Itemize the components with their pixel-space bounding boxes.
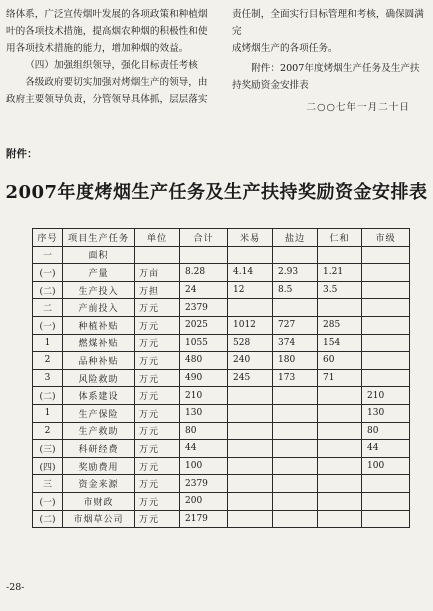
table-cell: 60 [318, 352, 362, 370]
table-cell [362, 369, 410, 387]
table-cell: 万元 [135, 457, 180, 475]
table-row [33, 316, 410, 334]
table-cell [228, 422, 273, 440]
body-line: 用各项技术措施的能力，增加种烟的效益。 [6, 43, 189, 54]
header-cell: 市级 [362, 229, 410, 247]
table-cell: 2379 [180, 475, 228, 493]
table-cell: 资金来源 [63, 475, 135, 493]
table-cell [273, 387, 318, 405]
table-cell: 4.14 [228, 264, 273, 282]
table-cell [273, 404, 318, 422]
table-cell: 2 [33, 422, 63, 440]
body-line: 政府主要领导负责，分管领导具体抓，层层落实 [6, 94, 208, 105]
table-cell: 3.5 [318, 281, 362, 299]
page-number: -28- [6, 582, 25, 593]
body-line: 各级政府要切实加强对烤烟生产的领导，由 [25, 77, 208, 88]
table-cell [362, 475, 410, 493]
table-row [33, 369, 410, 387]
table-cell: 万元 [135, 422, 180, 440]
table-cell: 1012 [228, 316, 273, 334]
table-cell: 245 [228, 369, 273, 387]
body-line: 成烤烟生产的各项任务。 [232, 43, 338, 54]
table-cell: 万元 [135, 492, 180, 510]
table-cell: 产前投入 [63, 299, 135, 317]
header-cell: 盐边 [273, 229, 318, 247]
table-cell: 万亩 [135, 264, 180, 282]
table-cell: 1 [33, 334, 63, 352]
table-cell: 三 [33, 475, 63, 493]
table-cell [228, 457, 273, 475]
table-cell: 130 [362, 404, 410, 422]
table-cell [273, 246, 318, 264]
table-cell: 240 [228, 352, 273, 370]
table-cell: 528 [228, 334, 273, 352]
table-cell [228, 404, 273, 422]
table-cell [135, 246, 180, 264]
funding-table [32, 228, 410, 528]
table-cell: 万担 [135, 281, 180, 299]
table-cell: 1.21 [318, 264, 362, 282]
table-cell [318, 299, 362, 317]
table-row [33, 492, 410, 510]
table-row [33, 299, 410, 317]
table-row [33, 352, 410, 370]
table-cell: 480 [180, 352, 228, 370]
table-cell: 285 [318, 316, 362, 334]
header-cell: 序号 [33, 229, 63, 247]
table-cell [273, 457, 318, 475]
table-cell [273, 492, 318, 510]
table-cell: 二 [33, 299, 63, 317]
table-cell: 80 [362, 422, 410, 440]
table-cell [318, 492, 362, 510]
table-cell [273, 299, 318, 317]
table-header-row [33, 229, 410, 247]
attachment-label: 附件： [6, 148, 38, 160]
table-row [33, 404, 410, 422]
table-cell: 万元 [135, 334, 180, 352]
table-cell [180, 246, 228, 264]
table-cell [228, 440, 273, 458]
table-cell [362, 352, 410, 370]
table-cell [273, 510, 318, 528]
table-cell: 产量 [63, 264, 135, 282]
table-cell: 品种补贴 [63, 352, 135, 370]
sign-date: 二○○七年一月二十日 [306, 102, 410, 113]
table-cell [362, 510, 410, 528]
table-cell: 44 [180, 440, 228, 458]
right-text-column [232, 6, 428, 116]
table-cell [318, 246, 362, 264]
table-cell: 2179 [180, 510, 228, 528]
table-cell [273, 440, 318, 458]
table-cell [362, 264, 410, 282]
table-cell: 市烟草公司 [63, 510, 135, 528]
table-cell [318, 440, 362, 458]
table-cell: 万元 [135, 510, 180, 528]
table-cell: 万元 [135, 299, 180, 317]
left-text-column [6, 6, 212, 108]
table-cell: 万元 [135, 475, 180, 493]
table-row [33, 440, 410, 458]
table-cell: 154 [318, 334, 362, 352]
table-row [33, 422, 410, 440]
table-cell: (二) [33, 281, 63, 299]
table-cell: 100 [180, 457, 228, 475]
table-cell: 2379 [180, 299, 228, 317]
attachment-note: 附件：2007年度烤烟生产任务及生产扶持奖励资金安排表 [232, 63, 420, 91]
table-cell: 万元 [135, 387, 180, 405]
table-cell: (一) [33, 264, 63, 282]
table-cell: 24 [180, 281, 228, 299]
table-cell: 210 [180, 387, 228, 405]
table-cell [318, 510, 362, 528]
table-cell [228, 387, 273, 405]
table-row [33, 510, 410, 528]
table-cell: 风险救助 [63, 369, 135, 387]
table-cell: 374 [273, 334, 318, 352]
table-cell: 490 [180, 369, 228, 387]
table-cell [362, 246, 410, 264]
table-cell: (一) [33, 316, 63, 334]
table-cell: 万元 [135, 440, 180, 458]
table-cell: 燃煤补贴 [63, 334, 135, 352]
table-row [33, 475, 410, 493]
table-cell [228, 510, 273, 528]
body-line: 叶的各项技术措施，提高烟农种烟的积极性和使 [6, 26, 208, 37]
table-cell: 1 [33, 404, 63, 422]
table-cell [228, 475, 273, 493]
table-cell: 8.5 [273, 281, 318, 299]
table-row [33, 457, 410, 475]
table-cell: (四) [33, 457, 63, 475]
table-cell [362, 492, 410, 510]
header-cell: 项目生产任务 [63, 229, 135, 247]
table-cell [228, 246, 273, 264]
table-row [33, 246, 410, 264]
table-row [33, 334, 410, 352]
table-cell: 3 [33, 369, 63, 387]
table-cell [362, 316, 410, 334]
table-cell: 8.28 [180, 264, 228, 282]
table-cell [318, 404, 362, 422]
table-cell: 种植补贴 [63, 316, 135, 334]
table-cell [362, 281, 410, 299]
table-cell [362, 299, 410, 317]
table-cell: (一) [33, 492, 63, 510]
table-cell [318, 457, 362, 475]
table-cell: 面积 [63, 246, 135, 264]
table-cell: (二) [33, 387, 63, 405]
table-cell: 1055 [180, 334, 228, 352]
body-line: 络体系，广泛宣传烟叶发展的各项政策和种植烟 [6, 9, 208, 20]
body-line: 责任制，全面实行目标管理和考核，确保圆满完 [232, 9, 424, 37]
table-cell: 奖励费用 [63, 457, 135, 475]
section-heading: （四）加强组织领导，强化目标责任考核 [25, 60, 198, 71]
table-row [33, 264, 410, 282]
header-cell: 米易 [228, 229, 273, 247]
header-cell: 单位 [135, 229, 180, 247]
table-cell [318, 422, 362, 440]
table-cell [228, 299, 273, 317]
table-cell: 2.93 [273, 264, 318, 282]
table-title: 2007年度烤烟生产任务及生产扶持奖励资金安排表 [5, 182, 428, 203]
table-cell [318, 475, 362, 493]
table-cell: 生产保险 [63, 404, 135, 422]
table-row [33, 281, 410, 299]
table-cell: 210 [362, 387, 410, 405]
table-cell: 一 [33, 246, 63, 264]
table-cell: 万元 [135, 369, 180, 387]
header-cell: 仁和 [318, 229, 362, 247]
table-cell: 万元 [135, 404, 180, 422]
table-cell: 71 [318, 369, 362, 387]
table-cell: 生产救助 [63, 422, 135, 440]
table-cell [273, 475, 318, 493]
table-cell: 科研经费 [63, 440, 135, 458]
table-cell: 100 [362, 457, 410, 475]
table-cell: 12 [228, 281, 273, 299]
table-cell [273, 422, 318, 440]
table-cell: (二) [33, 510, 63, 528]
table-cell: 173 [273, 369, 318, 387]
table-cell: 市财政 [63, 492, 135, 510]
table-cell [228, 492, 273, 510]
table-cell [318, 387, 362, 405]
table-body [33, 246, 410, 528]
table-cell: 体系建设 [63, 387, 135, 405]
table-cell: 727 [273, 316, 318, 334]
table-cell: 200 [180, 492, 228, 510]
table-cell [362, 334, 410, 352]
table-cell: 80 [180, 422, 228, 440]
table-cell: 2 [33, 352, 63, 370]
header-cell: 合计 [180, 229, 228, 247]
table-cell: 万元 [135, 316, 180, 334]
table-cell: 130 [180, 404, 228, 422]
table-cell: 2025 [180, 316, 228, 334]
table-cell: (三) [33, 440, 63, 458]
table-row [33, 387, 410, 405]
table-cell: 生产投入 [63, 281, 135, 299]
table-cell: 万元 [135, 352, 180, 370]
table-cell: 180 [273, 352, 318, 370]
table-cell: 44 [362, 440, 410, 458]
